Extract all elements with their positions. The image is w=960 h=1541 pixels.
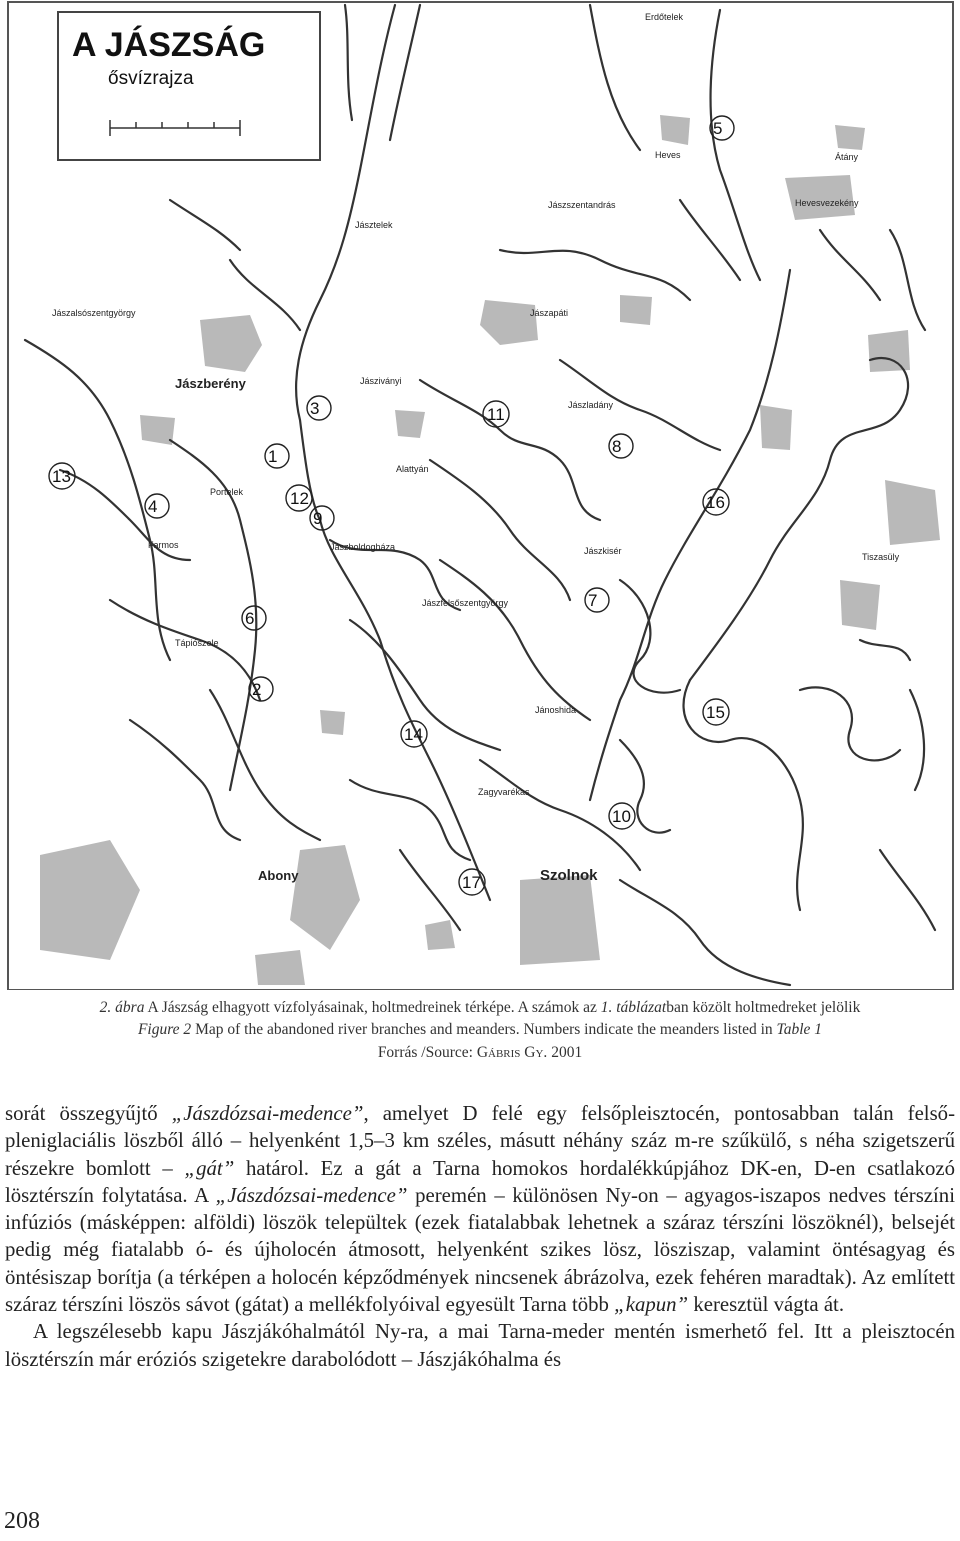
- paragraph-2: A legszélesebb kapu Jászjákóhalmától Ny-ra, a mai Tarna-meder mentén ismerhető fel. Itt a pleisztocén lösztérszín már eróziós szigetekre darabolódott – Jászjákóhalma és: [5, 1320, 955, 1371]
- text-run: , amelyet D felé egy felsőpleisztocén, pontosabban talán felső-pleniglaciális löszből álló – helyenként 1,5–3 km széles, másutt néhány száz m-re szűkülő, s néha szigetszerű részekre bomlott –: [5, 1102, 955, 1180]
- place-label: Jásziványi: [360, 376, 402, 386]
- place-label: Farmos: [148, 540, 179, 550]
- place-label: Jászapáti: [530, 308, 569, 318]
- place-label: Jászalsószentgyörgy: [52, 308, 136, 318]
- italic-term: „kapun”: [614, 1293, 689, 1317]
- place-label: Jászladány: [568, 400, 614, 410]
- map-title: A JÁSZSÁG: [72, 26, 266, 64]
- meander-number: 11: [487, 405, 505, 424]
- meander-number: 7: [588, 591, 598, 610]
- place-label: Jászberény: [175, 376, 246, 391]
- place-label: Tiszasüly: [862, 552, 900, 562]
- caption-hu-text-a: A Jászság elhagyott vízfolyásainak, holtmedreinek térképe. A számok az: [144, 999, 601, 1016]
- place-label: Jásztelek: [355, 220, 393, 230]
- source-year: 2001: [547, 1044, 583, 1061]
- figure-caption-hu: [0, 997, 960, 1018]
- place-label: Jászkisér: [584, 546, 622, 556]
- meander-number: 15: [706, 703, 725, 722]
- meander-number: 12: [290, 489, 309, 508]
- place-label: Tápiószele: [175, 638, 219, 648]
- place-label: Alattyán: [396, 464, 429, 474]
- meander-number: 9: [313, 509, 323, 528]
- caption-en-italic: Table 1: [776, 1021, 823, 1038]
- meander-number: 8: [612, 437, 622, 456]
- body-text: [5, 1100, 955, 1373]
- place-label: Jászszentandrás: [548, 200, 616, 210]
- meander-number: 13: [52, 467, 71, 486]
- place-label: Jászfelsőszentgyörgy: [422, 598, 509, 608]
- meander-number: 4: [148, 497, 158, 516]
- place-label: Portelek: [210, 487, 244, 497]
- place-label: Jánoshida: [535, 705, 577, 715]
- map-subtitle: ősvízrajza: [108, 68, 194, 89]
- place-label: Heves: [655, 150, 681, 160]
- meander-number: 3: [310, 399, 320, 418]
- caption-en-text-a: Map of the abandoned river branches and meanders. Numbers indicate the meanders listed in: [191, 1021, 777, 1038]
- meander-number: 14: [404, 725, 423, 744]
- place-label: Átány: [835, 152, 859, 162]
- place-label: Szolnok: [540, 867, 598, 884]
- figure-source: [0, 1042, 960, 1063]
- paragraph-1: [5, 1100, 955, 1318]
- meander-number: 1: [268, 447, 278, 466]
- figure-caption-en: [0, 1019, 960, 1040]
- place-label: Zagyvarékas: [478, 787, 530, 797]
- place-label: Jászboldogháza: [330, 542, 396, 552]
- source-label: Forrás /Source:: [377, 1044, 477, 1061]
- caption-hu-italic: 1. táblázat: [600, 999, 667, 1016]
- text-run: határol. Ez a gát a Tarna homokos hordalékkúpjához DK-en, D-en csatlakozó lösztérszín folytatása. A: [5, 1156, 956, 1207]
- meander-number: 17: [462, 873, 481, 892]
- meander-number: 10: [612, 807, 631, 826]
- text-run: keresztül vágta át.: [688, 1293, 845, 1317]
- text-run: sorát összegyűjtő: [5, 1102, 172, 1125]
- italic-term: „Jászdózsai-medence”: [215, 1183, 408, 1207]
- page-number: 208: [4, 1508, 40, 1534]
- place-label: Abony: [258, 868, 299, 883]
- caption-hu-text-b: ban közölt holtmedreket jelölik: [666, 999, 861, 1016]
- text-run: peremén – különösen Ny-on – agyagos-iszapos nedves térszíni infúziós (másképpen: alföldi) löszök települtek (ezek fiatalabbak lehetnek a száraz térszíni löszöknél), belsejét pedig még fiatalabb ó- és újholocén átmosott, helyenként szikes lösz, lösziszap, valamint öntésagyag és öntésiszap borítja (a térképen a holocén képződmények nincsenek ábrázolva, ezek fehéren maradtak). Az említett száraz térszíni löszös sávot (gátat) a mellékfolyóival egyesült Tarna több: [5, 1183, 955, 1317]
- place-label: Erdőtelek: [645, 12, 684, 22]
- place-label: Hevesvezekény: [795, 198, 859, 208]
- meander-number: 2: [252, 680, 262, 699]
- italic-term: „gát”: [184, 1156, 235, 1180]
- meander-number: 5: [713, 119, 723, 138]
- meander-number: 6: [245, 609, 255, 628]
- meander-number: 16: [706, 493, 725, 512]
- source-author: Gábris Gy.: [476, 1044, 548, 1061]
- figure-label-hu: 2. ábra: [99, 999, 145, 1016]
- figure-label-en: Figure 2: [137, 1021, 192, 1038]
- italic-term: „Jászdózsai-medence”: [171, 1102, 364, 1125]
